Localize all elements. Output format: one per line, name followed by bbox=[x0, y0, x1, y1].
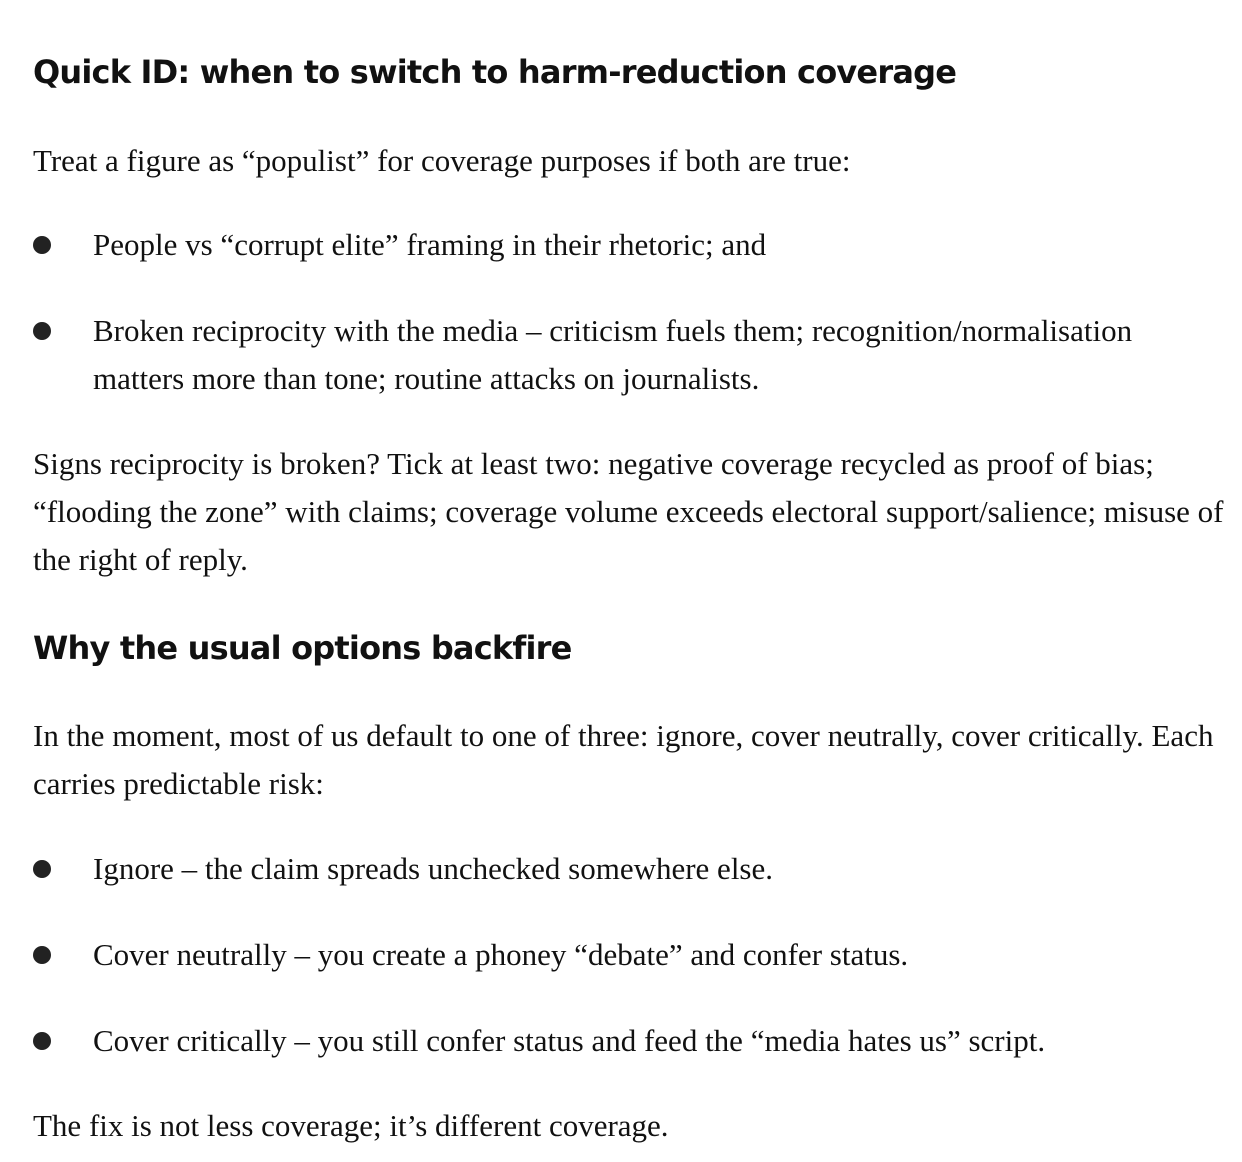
bullet-icon bbox=[33, 946, 51, 964]
section-heading-backfire: Why the usual options backfire bbox=[33, 629, 572, 667]
list-item bbox=[33, 1017, 1218, 1065]
list-item bbox=[33, 221, 1218, 269]
options-list bbox=[33, 845, 1218, 1065]
intro-paragraph: Treat a figure as “populist” for coverage purposes if both are true: bbox=[33, 143, 851, 178]
bullet-icon bbox=[33, 322, 51, 340]
list-item-text: Cover neutrally – you create a phoney “debate” and confer status. bbox=[93, 937, 909, 972]
list-item-text: Cover critically – you still confer status and feed the “media hates us” script. bbox=[93, 1023, 1046, 1058]
criteria-list bbox=[33, 221, 1218, 403]
bullet-icon bbox=[33, 236, 51, 254]
bullet-icon bbox=[33, 1032, 51, 1050]
signs-paragraph: Signs reciprocity is broken? Tick at least two: negative coverage recycled as proof of bias; “flooding the zone” with claims; coverage volume exceeds electoral support/salience; misuse of the right of reply. bbox=[33, 446, 1224, 577]
list-item-text: People vs “corrupt elite” framing in their rhetoric; and bbox=[93, 227, 767, 262]
list-item-text: Broken reciprocity with the media – criticism fuels them; recognition/normalisation matters more than tone; routine attacks on journalists. bbox=[93, 313, 1133, 396]
section-heading-quick-id: Quick ID: when to switch to harm-reduction coverage bbox=[33, 53, 957, 91]
list-item bbox=[33, 845, 1218, 893]
options-paragraph: In the moment, most of us default to one of three: ignore, cover neutrally, cover critically. Each carries predictable risk: bbox=[33, 718, 1214, 801]
bullet-icon bbox=[33, 860, 51, 878]
list-item bbox=[33, 307, 1218, 403]
list-item-text: Ignore – the claim spreads unchecked somewhere else. bbox=[93, 851, 774, 886]
conclusion-paragraph: The fix is not less coverage; it’s different coverage. bbox=[33, 1108, 669, 1143]
list-item bbox=[33, 931, 1218, 979]
